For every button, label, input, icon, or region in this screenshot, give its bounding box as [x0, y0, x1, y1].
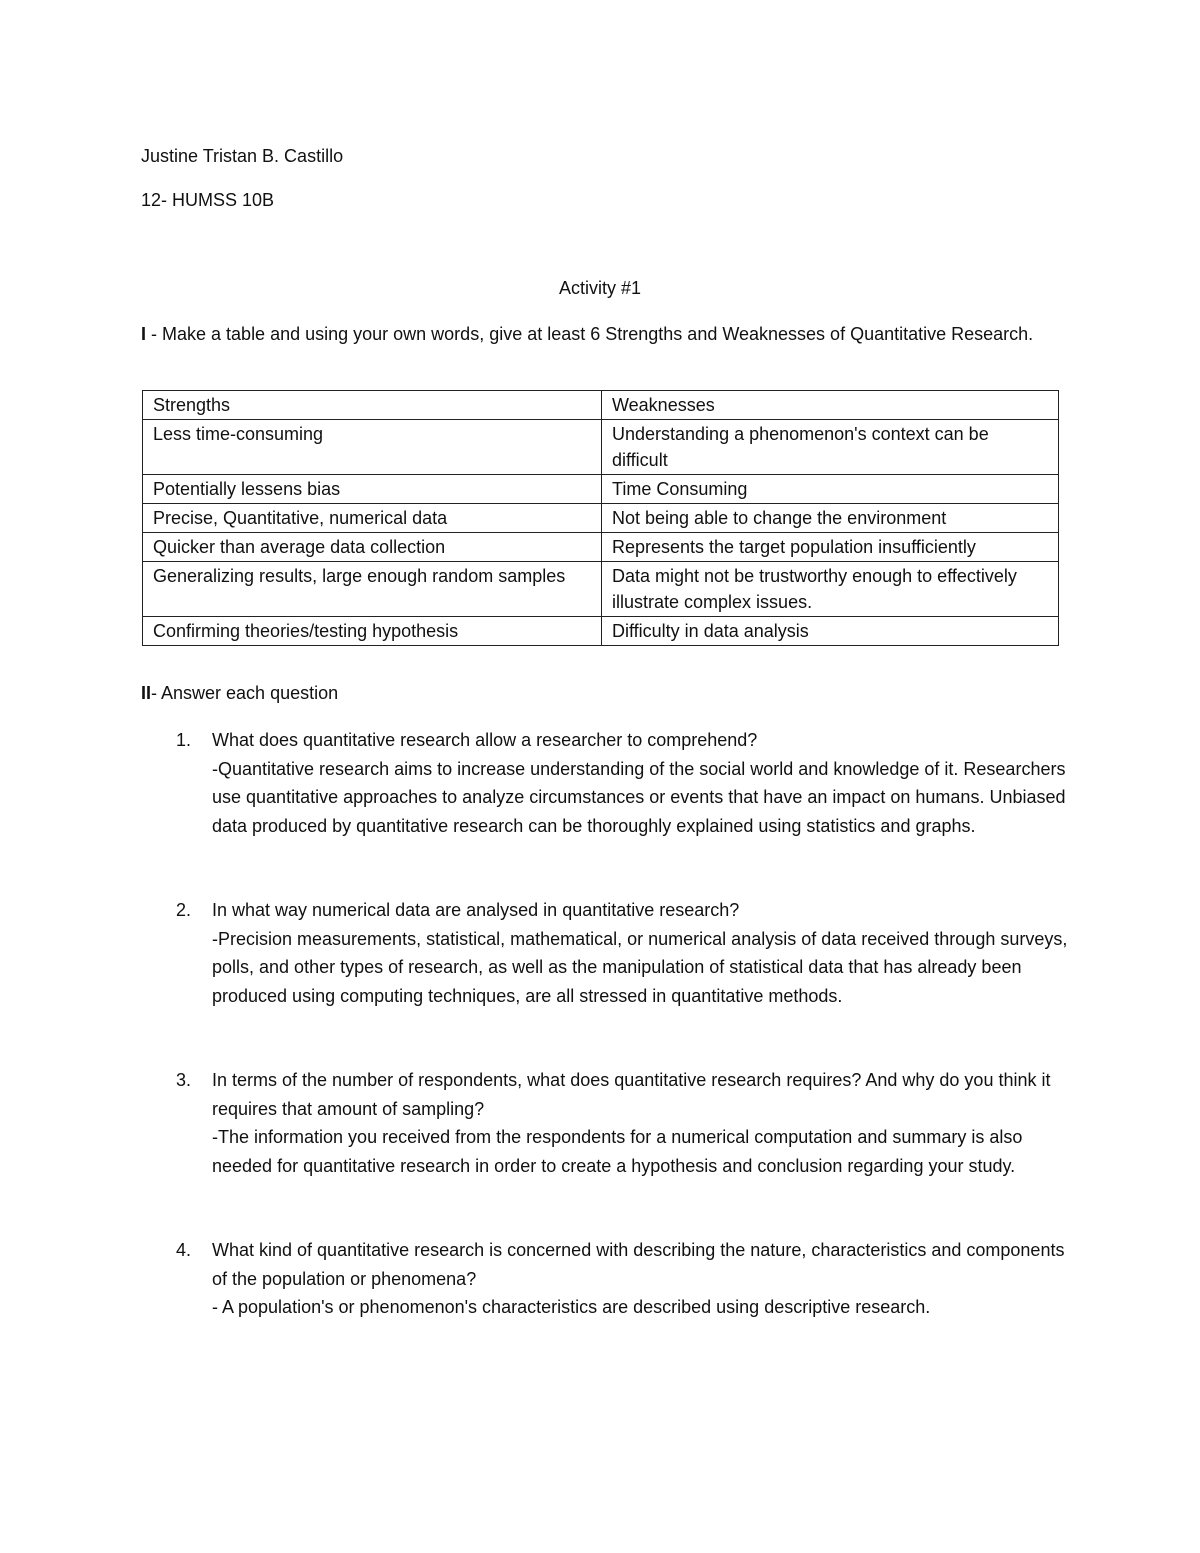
- weakness-cell: Represents the target population insufficiently: [602, 533, 1059, 562]
- table-row: [143, 504, 1059, 533]
- question-text: In terms of the number of respondents, what does quantitative research requires? And why do you think it requires that amount of sampling?: [212, 1070, 1051, 1119]
- table-row: [143, 475, 1059, 504]
- answer-text: - A population's or phenomenon's characteristics are described using descriptive research.: [212, 1297, 931, 1317]
- part1-roman-numeral: I: [141, 324, 147, 344]
- strength-cell: Confirming theories/testing hypothesis: [143, 617, 602, 646]
- answer-text: -Quantitative research aims to increase understanding of the social world and knowledge of it. Researchers use quantitative approaches to analyze circumstances or events that have an impact on humans. Unbiased data produced by quantitative research can be thoroughly explained using statistics and graphs.: [212, 758, 1066, 836]
- question-number: 2.: [176, 900, 192, 920]
- question-text: What kind of quantitative research is concerned with describing the nature, characteristics and components of the population or phenomena?: [212, 1240, 1065, 1289]
- student-section: 12- HUMSS 10B: [141, 190, 275, 210]
- part1-instruction: [141, 320, 1041, 348]
- header-weaknesses: Weaknesses: [602, 391, 1059, 420]
- strengths-weaknesses-table: [142, 390, 1059, 646]
- strength-cell: Quicker than average data collection: [143, 533, 602, 562]
- part1-instruction-text: - Make a table and using your own words, give at least 6 Strengths and Weaknesses of Quantitative Research.: [146, 324, 1034, 344]
- question-number: 4.: [176, 1240, 192, 1260]
- strength-cell: Less time-consuming: [143, 420, 602, 475]
- part2-instruction-text: - Answer each question: [151, 683, 339, 703]
- activity-title: Activity #1: [558, 278, 642, 298]
- answer-text: -The information you received from the respondents for a numerical computation and summary is also needed for quantitative research in order to create a hypothesis and conclusion regarding your study.: [212, 1127, 1023, 1176]
- strength-cell: Potentially lessens bias: [143, 475, 602, 504]
- weakness-cell: Difficulty in data analysis: [602, 617, 1059, 646]
- question-text: In what way numerical data are analysed in quantitative research?: [212, 900, 740, 920]
- table-row: [143, 420, 1059, 475]
- answer-text: -Precision measurements, statistical, mathematical, or numerical analysis of data received through surveys, polls, and other types of research, as well as the manipulation of statistical data that has already been produced using computing techniques, are all stressed in quantitative methods.: [212, 928, 1068, 1006]
- table-row: [143, 533, 1059, 562]
- question-number: 1.: [176, 730, 192, 750]
- table-row: [143, 562, 1059, 617]
- weakness-cell: Data might not be trustworthy enough to effectively illustrate complex issues.: [602, 562, 1059, 617]
- weakness-cell: Understanding a phenomenon's context can be difficult: [602, 420, 1059, 475]
- header-strengths: Strengths: [143, 391, 602, 420]
- student-name: Justine Tristan B. Castillo: [141, 146, 344, 166]
- part2-roman-numeral: II: [141, 683, 152, 703]
- strength-cell: Generalizing results, large enough random samples: [143, 562, 602, 617]
- table-header-row: [143, 391, 1059, 420]
- question-number: 3.: [176, 1070, 192, 1090]
- weakness-cell: Time Consuming: [602, 475, 1059, 504]
- table-row: [143, 617, 1059, 646]
- strength-cell: Precise, Quantitative, numerical data: [143, 504, 602, 533]
- weakness-cell: Not being able to change the environment: [602, 504, 1059, 533]
- question-text: What does quantitative research allow a researcher to comprehend?: [212, 730, 758, 750]
- part2-instruction: [141, 681, 338, 705]
